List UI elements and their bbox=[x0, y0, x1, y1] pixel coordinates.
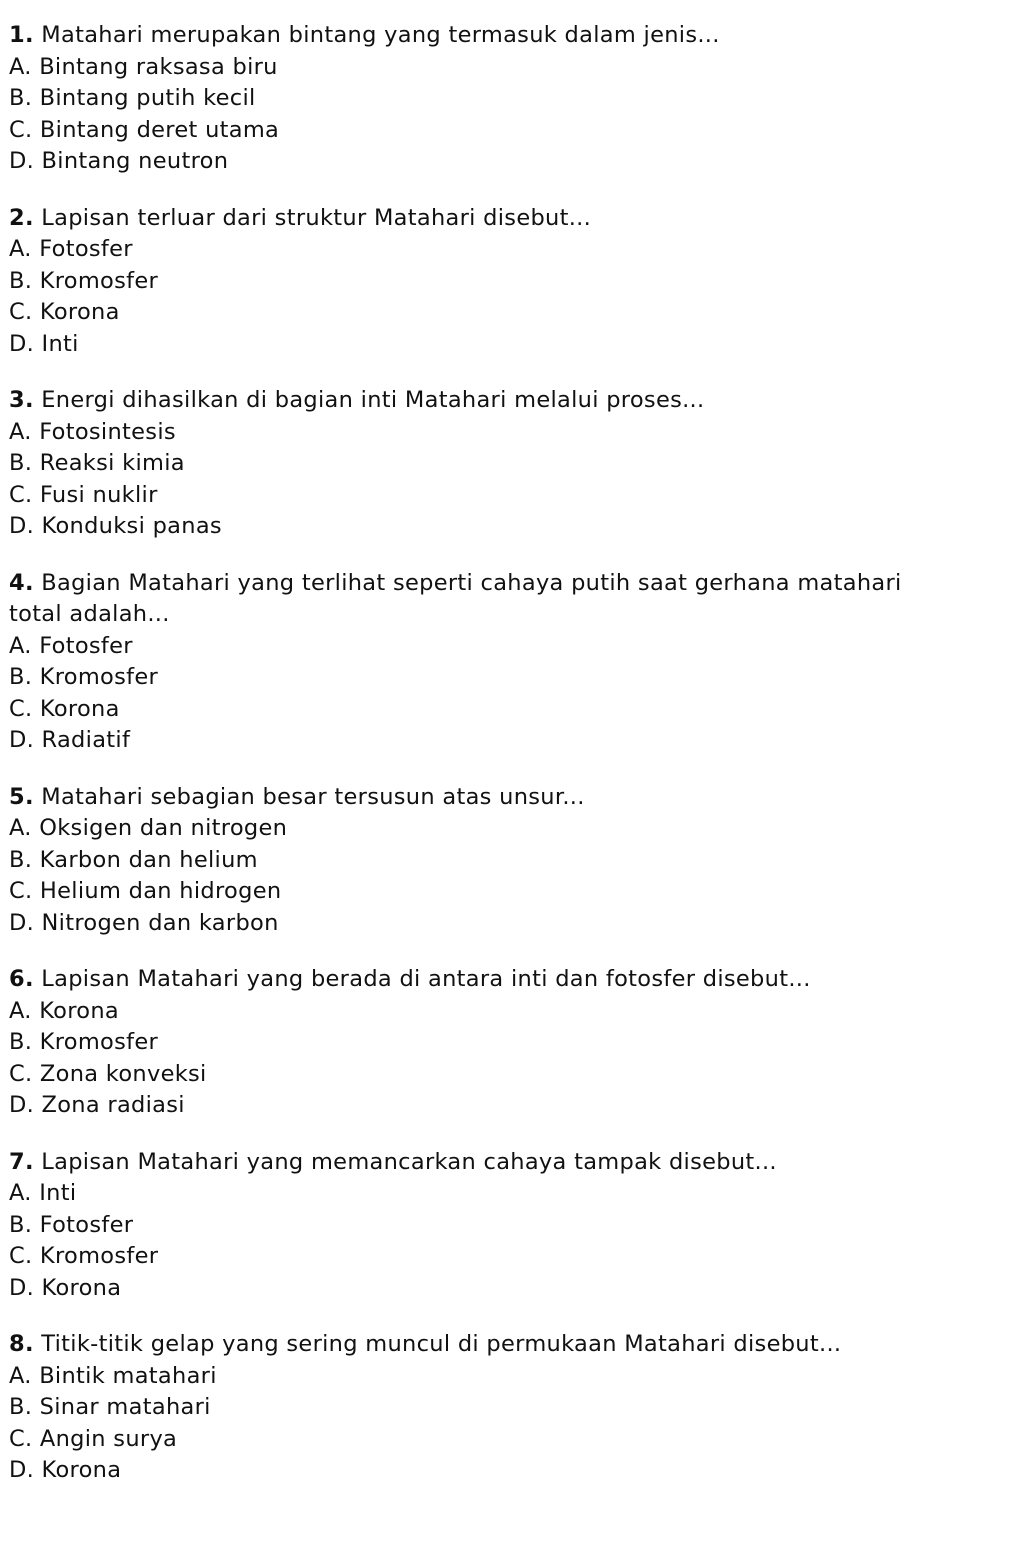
option-b: B. Kromosfer bbox=[9, 1029, 159, 1055]
question-2 bbox=[9, 203, 1013, 361]
question-number: 5. bbox=[9, 783, 34, 810]
question-text bbox=[9, 782, 1013, 814]
option-b: B. Kromosfer bbox=[9, 267, 159, 294]
option-a: A. Oksigen dan nitrogen bbox=[9, 815, 288, 841]
option-a: A. Fotosfer bbox=[9, 632, 133, 659]
question-text bbox=[9, 1147, 1013, 1179]
question-prompt: Matahari sebagian besar tersusun atas unsur... bbox=[41, 783, 585, 810]
question-text bbox=[9, 568, 939, 631]
option-b: B. Karbon dan helium bbox=[9, 846, 258, 873]
question-prompt: Bagian Matahari yang terlihat seperti cahaya putih saat gerhana matahari total adalah... bbox=[9, 569, 902, 627]
question-prompt: Matahari merupakan bintang yang termasuk dalam jenis... bbox=[41, 22, 720, 48]
option-c: C. Bintang deret utama bbox=[9, 116, 280, 143]
question-number: 7. bbox=[9, 1148, 34, 1175]
option-b: B. Fotosfer bbox=[9, 1211, 134, 1238]
option-a: A. Inti bbox=[9, 1180, 77, 1206]
option-c: C. Helium dan hidrogen bbox=[9, 878, 282, 904]
option-d: D. Inti bbox=[9, 330, 79, 357]
question-prompt: Lapisan Matahari yang memancarkan cahaya tampak disebut... bbox=[41, 1148, 777, 1175]
question-prompt: Lapisan terluar dari struktur Matahari disebut... bbox=[41, 204, 592, 231]
option-d: D. Bintang neutron bbox=[9, 148, 229, 174]
question-8 bbox=[9, 1329, 1013, 1487]
question-number: 8. bbox=[9, 1331, 34, 1357]
option-a: A. Fotosfer bbox=[9, 236, 133, 262]
question-1 bbox=[9, 20, 1013, 178]
option-c: C. Korona bbox=[9, 299, 120, 325]
question-5 bbox=[9, 782, 1013, 940]
question-3 bbox=[9, 385, 1013, 543]
question-text bbox=[9, 1329, 1013, 1361]
option-d: D. Radiatif bbox=[9, 727, 131, 753]
question-text bbox=[9, 203, 1013, 235]
question-prompt: Lapisan Matahari yang berada di antara inti dan fotosfer disebut... bbox=[41, 966, 811, 992]
option-c: C. Kromosfer bbox=[9, 1243, 159, 1269]
option-d: D. Korona bbox=[9, 1457, 122, 1483]
option-c: C. Angin surya bbox=[9, 1425, 178, 1452]
option-d: D. Zona radiasi bbox=[9, 1092, 185, 1118]
option-c: C. Korona bbox=[9, 695, 120, 722]
question-text bbox=[9, 385, 1013, 417]
option-b: B. Bintang putih kecil bbox=[9, 85, 256, 111]
option-a: A. Fotosintesis bbox=[9, 418, 176, 445]
option-c: C. Fusi nuklir bbox=[9, 481, 158, 508]
question-4 bbox=[9, 568, 1013, 757]
question-number: 2. bbox=[9, 204, 34, 231]
option-c: C. Zona konveksi bbox=[9, 1060, 207, 1087]
option-a: A. Korona bbox=[9, 997, 119, 1024]
question-7 bbox=[9, 1147, 1013, 1305]
option-a: A. Bintik matahari bbox=[9, 1362, 217, 1389]
question-number: 1. bbox=[9, 22, 34, 48]
question-number: 6. bbox=[9, 966, 34, 992]
question-prompt: Titik-titik gelap yang sering muncul di permukaan Matahari disebut... bbox=[41, 1331, 842, 1357]
question-number: 4. bbox=[9, 569, 34, 596]
question-text bbox=[9, 20, 1013, 52]
option-a: A. Bintang raksasa biru bbox=[9, 53, 278, 80]
option-d: D. Konduksi panas bbox=[9, 513, 222, 539]
option-d: D. Nitrogen dan karbon bbox=[9, 909, 279, 936]
question-6 bbox=[9, 964, 1013, 1122]
question-prompt: Energi dihasilkan di bagian inti Matahari melalui proses... bbox=[41, 387, 705, 413]
option-b: B. Kromosfer bbox=[9, 664, 159, 690]
option-b: B. Reaksi kimia bbox=[9, 450, 185, 476]
option-d: D. Korona bbox=[9, 1274, 122, 1301]
option-b: B. Sinar matahari bbox=[9, 1394, 211, 1420]
question-text bbox=[9, 964, 1013, 996]
question-number: 3. bbox=[9, 387, 34, 413]
